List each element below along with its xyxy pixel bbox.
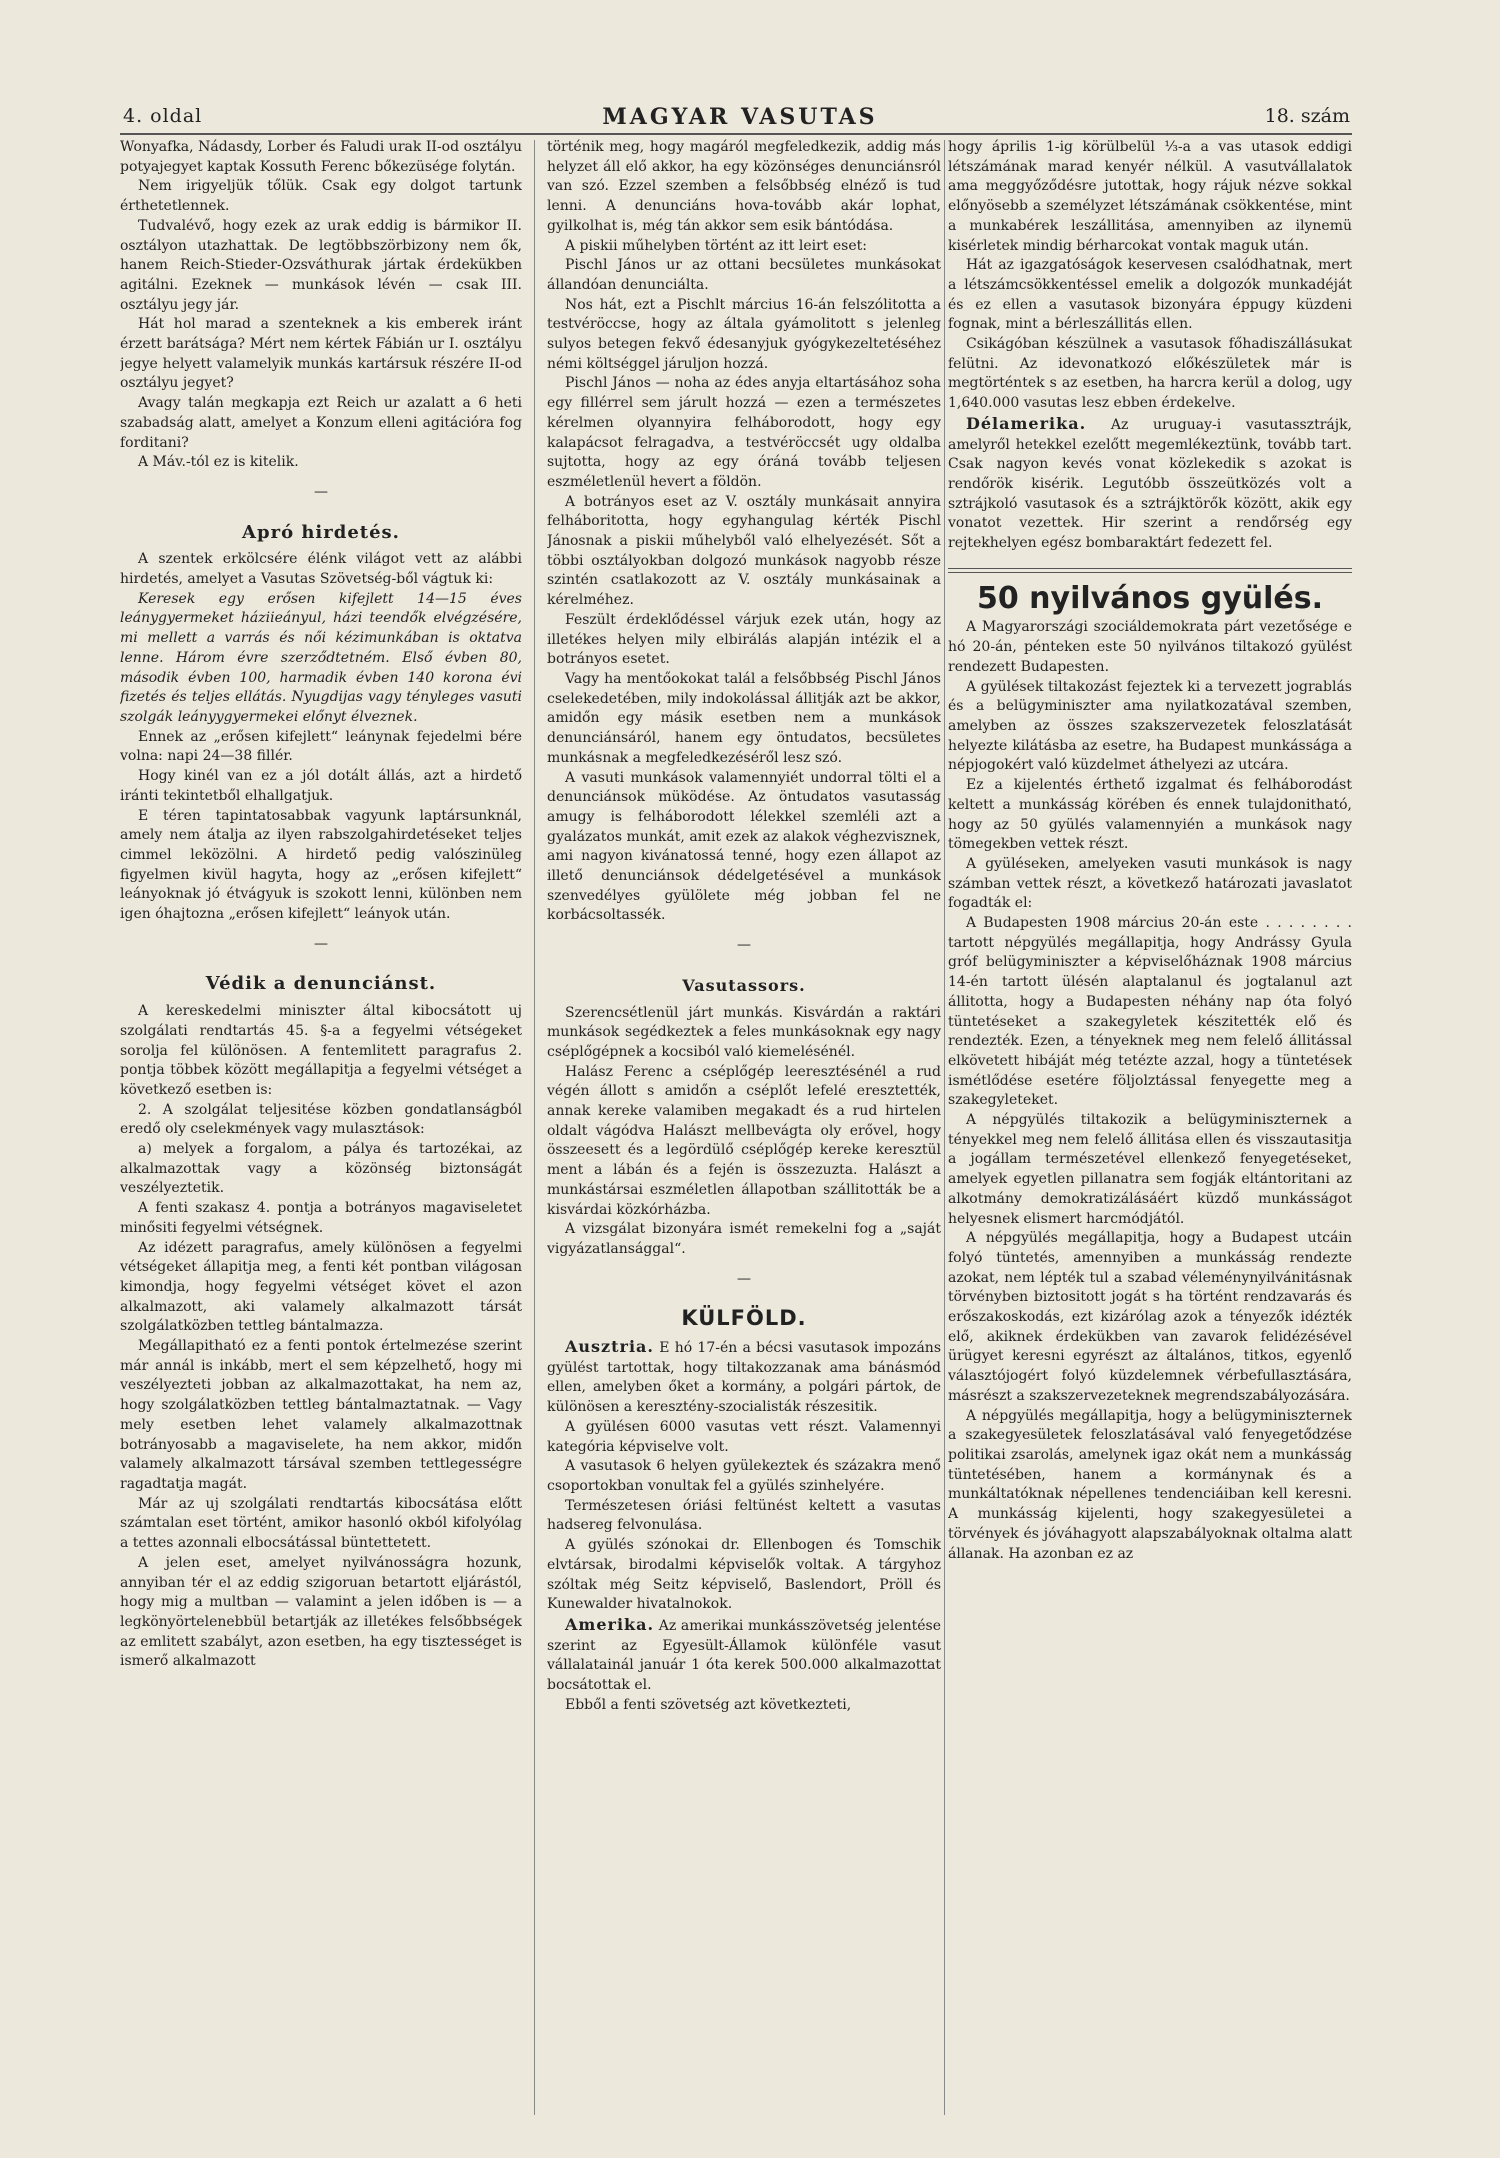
paragraph: Pischl János — noha az édes anyja eltartásához soha egy fillérrel sem járult hozzá — ezen a természetes kérelmen olyannyira felháborodott, hogy egy kalapácsot felragadva, a testvéröccsét ugy oldalba sujtotta, hogy az egy óráná tovább teljesen eszméletlenül hevert a földön. <box>547 375 941 490</box>
paragraph: A fenti szakasz 4. pontja a botrányos magaviseletet minősiti fegyelmi vétségnek. <box>120 1200 522 1236</box>
paragraph: A gyülésen 6000 vasutas vett részt. Valamennyi kategória képviselve volt. <box>547 1418 941 1455</box>
column-divider <box>534 140 535 2115</box>
paragraph: Nos hát, ezt a Pischlt március 16-án felszólitotta a testvéröccse, hogy az általa gyámolitott s jelenleg sulyos betegen fekvő édesanyjuk gyógykezeltetéséhez némi költséggel járuljon hozzá. <box>547 296 941 372</box>
paragraph: 2. A szolgálat teljesitése közben gondatlanságból eredő oly cselekmények vagy mulasztások: <box>120 1101 522 1138</box>
paragraph: Pischl János ur az ottani becsületes munkásokat állandóan denunciálta. <box>547 257 941 293</box>
header-rule <box>120 133 1352 135</box>
paragraph: Nem irigyeljük tőlük. Csak egy dolgot tartunk érthetetlennek. <box>120 178 522 215</box>
column-1 <box>120 138 522 2118</box>
paragraph: Hogy kinél van ez a jól dotált állás, azt a hirdető iránti tekintetből elhallgatjuk. <box>120 768 522 804</box>
paragraph: A kereskedelmi miniszter által kibocsátott uj szolgálati rendtartás 45. §-a a fegyelmi vétségeket sorolja fel különösen. A fentemlitett paragrafus 2. pontja többek között megállapitja a fegyelmi vétséget a következő esetben is: <box>120 1003 522 1098</box>
masthead-title: MAGYAR VASUTAS <box>602 104 878 130</box>
column-3 <box>948 138 1352 2118</box>
paragraph: Az amerikai munkásszövetség jelentése szerint az Egyesült-Államok különféle vasut vállalatainál január 1 óta kerek 500.000 alkalmazottat bocsátottak el. <box>547 1617 941 1694</box>
page-header <box>0 0 1500 140</box>
section-title-apro-hirdetes: Apró hirdetés. <box>242 521 400 543</box>
paragraph: A Máv.-tól ez is kitelik. <box>138 454 299 471</box>
runin-heading-ausztria: Ausztria. <box>565 1337 654 1357</box>
separator-dash: — <box>737 937 751 954</box>
page-number: 4. oldal <box>123 105 203 127</box>
paragraph: A gyüléseken, amelyeken vasuti munkások is nagy számban vettek részt, a következő határozati javaslatot fogadták el: <box>948 855 1352 912</box>
paragraph: A piskii műhelyben történt az itt leirt eset: <box>565 237 867 254</box>
runin-heading-amerika: Amerika. <box>565 1614 655 1634</box>
paragraph: A vasutasok 6 helyen gyülekeztek és százakra menő csoportokban vonultak fel a gyülés szinhelyére. <box>547 1458 941 1494</box>
paragraph: Ebből a fenti szövetség azt következteti, <box>565 1696 852 1713</box>
paragraph: Feszült érdeklődéssel várjuk ezek után, hogy az illetékes helyen mily elbirálás alapján intézik el a botrányos esetet. <box>547 611 941 668</box>
paragraph: A gyülések tiltakozást fejeztek ki a tervezett jograblás és a belügyminiszter ama nyilatkozatával szemben, amelyben az összes szakszervezetek feloszlatását helyezte kilátásba az esetre, ha Budapest munkássága a népjogokért való küzdelmet áthelyezi az utcára. <box>948 678 1352 774</box>
paragraph: Csikágóban készülnek a vasutasok főhadiszállásukat felütni. Az idevonatkozó előkészületek már is megtörténtek s az esetben, ha harcra kerül a dolog, ugy 1,640.000 vasutas lesz ebben érdekelve. <box>948 336 1352 412</box>
section-title-50-nyilvanos-gyules: 50 nyilvános gyülés. <box>976 580 1323 616</box>
issue-number: 18. szám <box>1264 105 1350 127</box>
section-title-vasutassors: Vasutassors. <box>682 975 806 995</box>
paragraph: E hó 17-én a bécsi vasutasok impozáns gyülést tartottak, hogy tiltakozzanak ama bánásmód ellen, amelyben őket a kormány, a polgári pártok, de különösen a keresztény-szocialisták részesitik. <box>547 1340 941 1416</box>
paragraph: A gyülés szónokai dr. Ellenbogen és Tomschik elvtársak, birodalmi képviselők voltak. A tárgyhoz szóltak még Seitz képviselő, Baslendort, Pröll és Kunewalder hivatalnokok. <box>547 1537 941 1613</box>
paragraph: Hát hol marad a szenteknek a kis emberek iránt érzett barátsága? Mért nem kértek Fábián ur I. osztályu jegye helyett valamelyik munkás kartársuk részére II-od osztályu jegyet? <box>120 316 522 392</box>
paragraph: Wonyafka, Nádasdy, Lorber és Faludi urak II-od osztályu potyajegyet kaptak Kossuth Ferenc bőkezüsége folytán. <box>120 139 522 175</box>
paragraph: Tudvalévő, hogy ezek az urak eddig is bármikor II. osztályon utazhattak. De legtöbbszörbizony nem ők, hanem Reich-Stieder-Ozsváthurak jártak érdekükben agitálni. Ezeknek — munkások lévén — csak III. osztályu jegy jár. <box>120 217 522 313</box>
paragraph: Avagy talán megkapja ezt Reich ur azalatt a 6 heti szabadság alatt, amelyet a Konzum elleni agitációra fog forditani? <box>120 395 522 451</box>
separator-dash: — <box>314 483 328 500</box>
paragraph: Ennek az „erősen kifejlett“ leánynak fejedelmi bére volna: napi 24—38 fillér. <box>120 728 522 765</box>
paragraph: Vagy ha mentőokokat talál a felsőbbség Pischl János cselekedetében, mily indokolással állitják azt be akkor, amidőn egy másik esetben nem a munkások denunciánsáról, hanem egy öntudatos, becsületes munkásnak a megfeledkezéséről lesz szó. <box>547 670 941 766</box>
paragraph: A Magyarországi szociáldemokrata párt vezetősége e hó 20-án, pénteken este 50 nyilvános tiltakozó gyülést rendezett Budapesten. <box>948 619 1352 675</box>
section-title-vedik-a-denunciant: Védik a denunciánst. <box>205 973 437 995</box>
resolution-paragraph: A népgyülés tiltakozik a belügyminiszternek a tényekkel meg nem felelő állitása ellen és visszautasitja a jogállam természetével ellenkező fenyegetéseket, amelyek egyetlen pillanatra sem fogják eltántoritani az alkotmány demokratizálásáért küzdő munkásságot helyesnek elismert harcmódjától. <box>948 1112 1352 1227</box>
resolution-paragraph: A népgyülés megállapitja, hogy a Budapest utcáin folyó tüntetés, amennyiben a munkásság rendezte azokat, nem lépték tul a szabad véleménynyilvánitásnak törvényben biztositott jogát s ha történt rendzavarás és erőszakoskodás, ezt kizárólag azok a tényezők idézték elő, akiknek érdekükben van zavarok felidézésével ürügyet keresni egyrészt az általános, titkos, egyenlő választójogért folyó küzdelemnek vérbefullasztására, másrészt a szakszervezeteknek megrendszabályozására. <box>948 1230 1352 1404</box>
paragraph: Halász Ferenc a cséplőgép leeresztésénél a rud végén állott s amidőn a cséplőt lefelé eresztették, annak kereke valamiben megakadt és a rud hirtelen oldalt vágódva Halászt mellbevágta oly erővel, hogy összeesett és a legördülő cséplőgép kereke keresztül ment a lábán és a fején is összezuzta. Halászt a munkástársai eszméletlen állapotban szállitották be a kisvárdai közkórházba. <box>547 1063 941 1218</box>
paragraph: Az uruguay-i vasutassztrájk, amelyről hetekkel ezelőtt megemlékeztünk, tovább tart. Csak nagyon kevés vonat közlekedik s azokat is rendőrök kisérik. Legutóbb összeütközés volt a sztrájkoló vasutasok és a sztrájktörők között, akik egy vonatot vezettek. Hir szerint a rendőrség egy rejtekhelyen egész bombaraktárt fedezett fel. <box>948 416 1352 552</box>
paragraph: Az idézett paragrafus, amely különösen a fegyelmi vétségeket állapitja meg, a fenti két pontban világosan kimondja, hogy fegyelmi vétséget követ el azon alkalmazott, aki valamely alkalmazott társát szolgálatközben tettleg bántalmazza. <box>120 1239 522 1335</box>
runin-heading-delamerika: Délamerika. <box>966 413 1087 433</box>
paragraph: A vasuti munkások valamennyiét undorral tölti el a denunciánsok müködése. Az öntudatos vasutasság amugy is felháborodott lélekkel szemléli azt a gyalázatos munkát, amit ezek az alakok véghezvisznek, ami nagyon kivánatossá tenné, hogy ezen állapot az illető denunciánsok dédelgetésével a munkások szenvedélyes gyülölete még jobban fel ne korbácsoltassék. <box>547 769 941 924</box>
paragraph: Szerencsétlenül járt munkás. Kisvárdán a raktári munkások segédkeztek a feles munkásoknak egy nagy cséplőgépnek a kocsiból való kiemelésénél. <box>547 1004 941 1060</box>
paragraph: Megállapitható ez a fenti pontok értelmezése szerint már annál is inkább, mert el sem képzelhető, hogy mi veszélyezteti jobban az alkalmazottakat, ha nem az, hogy szolgálatközben tettleg bántalmaztatnak. — Vagy mely esetben lehet valamely alkalmazottnak botrányosabb a magaviselete, ha nem akkor, midőn valamely alkalmazott társával szemben tettlegességre ragadtatja magát. <box>120 1338 522 1492</box>
resolution-paragraph: A népgyülés megállapitja, hogy a belügyminiszternek a szakegyesületek feloszlatásával való fenyegetődzése politikai zsarolás, amelynek igaz okát nem a munkásság tüntetésében, hanem a kormánynak és a munkáltatóknak népellenes tendenciáiban kell keresni. A munkásság kijelenti, hogy szakegyesületei a törvények és jóváhagyott alapszabályoknak oltalma alatt állanak. Ha azonban ez az <box>948 1407 1352 1562</box>
separator-dash: — <box>737 1270 751 1287</box>
column-divider <box>944 140 945 2115</box>
paragraph: Már az uj szolgálati rendtartás kibocsátása előtt számtalan eset történt, amikor hasonló okból kifolyólag a tettes azonnali elbocsátással büntettetett. <box>120 1495 522 1552</box>
separator-dash: — <box>314 935 328 952</box>
paragraph: A vizsgálat bizonyára ismét remekelni fog a „saját vigyázatlansággal“. <box>547 1221 941 1257</box>
section-title-kulfold: KÜLFÖLD. <box>681 1306 807 1331</box>
paragraph: hogy április 1-ig körülbelül ⅓-a a vas utasok eddigi létszámának marad kenyér nélkül. A vasutvállalatok ama meggyőződésre jutottak, hogy rájuk nézve sokkal előnyösebb a személyzet létszámának csökkentése, mint a munkabérek leszállitása, amennyiben az ilynemü kisérletek mindig bérharcokat vontak maguk után. <box>948 139 1352 254</box>
paragraph: történik meg, hogy magáról megfeledkezik, addig más helyzet áll elő akkor, ha egy közönséges denunciánsról van szó. Ezzel szemben a felsőbbség elnéző is tud lenni. A denunciáns hova-tovább akár lophat, gyilkolhat is, még tán akkor sem esik bántódása. <box>547 139 941 234</box>
paragraph: Hát az igazgatóságok keservesen csalódhatnak, mert a létszámcsökkentéssel emelik a dolgozók munkadéját és ez ellen a vasutasok bizonyára éppugy küzdeni fognak, mint a bérleszállitás ellen. <box>948 257 1352 333</box>
paragraph: A jelen eset, amelyet nyilvánosságra hozunk, annyiban tér el az eddig szigoruan betartott eljárástól, hogy mig a multban — valamint a jelen időben is — a legkönyörtelenebbül betartják az illetékes felsőbbségek az emlitett szabályt, azon esetben, ha egy tisztességet is ismerő alkalmazott <box>120 1554 522 1670</box>
paragraph: E téren tapintatosabbak vagyunk laptársunknál, amely nem átalja az ilyen rabszolgahirdetéseket teljes cimmel leközölni. A hirdető pedig valószinüleg figyelmen kivül hagyta, hogy az „erősen kifejlett“ leányoknak jó étvágyuk is szokott lenni, különben nem igen óhajtozna „erősen kifejlett“ leányok után. <box>120 807 522 923</box>
paragraph: Ez a kijelentés érthető izgalmat és felháborodást keltett a munkásság körében és ennek tulajdonitható, hogy az 50 gyülés valamennyién a munkások nagy tömegekben vettek részt. <box>948 777 1352 853</box>
column-2 <box>547 138 941 2118</box>
double-rule-divider <box>948 568 1352 573</box>
resolution-paragraph: A Budapesten 1908 március 20-án este . . . . . . . . tartott népgyülés megállapitja, hogy Andrássy Gyula gróf belügyminiszter a képviselőháznak 1908 március 14-én tartott ülésén alaptalanul és jogtalanul azt állitotta, hogy a Budapesten néhány nap óta folyó tüntetéseket a szakegyletek készitették elő és rendezték. Ezen, a tényeknek meg nem felelő állitással elkövetett hibáját még tetézte azzal, hogy a tüntetések ismétlődése esetére följolztással fenyegette meg a szakegyleteket. <box>948 915 1352 1109</box>
paragraph: Természetesen óriási feltünést keltett a vasutas hadsereg felvonulása. <box>547 1497 941 1534</box>
quoted-advertisement: Keresek egy erősen kifejlett 14—15 éves leánygyermeket háziieányul, házi teendők elvégzésére, mi mellett a varrás és női kézimunkában is oktatva lenne. Három évre szerződtetném. Első évben 80, második évben 100, harmadik évben 140 korona évi fizetés és teljes ellátás. Nyugdijas vagy tényleges vasuti szolgák leányygyermekei előnyt élveznek. <box>120 590 522 725</box>
paragraph: A botrányos eset az V. osztály munkásait annyira felháboritotta, hogy egyhangulag kérték Pischl Jánosnak a piskii műhelyből való elhelyezését. Sőt a többi osztályokban dolgozó munkások nagyobb része szintén csatlakozott az V. osztály munkásainak a kérelméhez. <box>547 493 941 609</box>
paragraph: A szentek erkölcsére élénk világot vett az alábbi hirdetés, amelyet a Vasutas Szövetség-ből vágtuk ki: <box>120 551 522 588</box>
paragraph: a) melyek a forgalom, a pálya és tartozékai, az alkalmazottak vagy a közönség biztonságát veszélyeztetik. <box>120 1141 522 1197</box>
